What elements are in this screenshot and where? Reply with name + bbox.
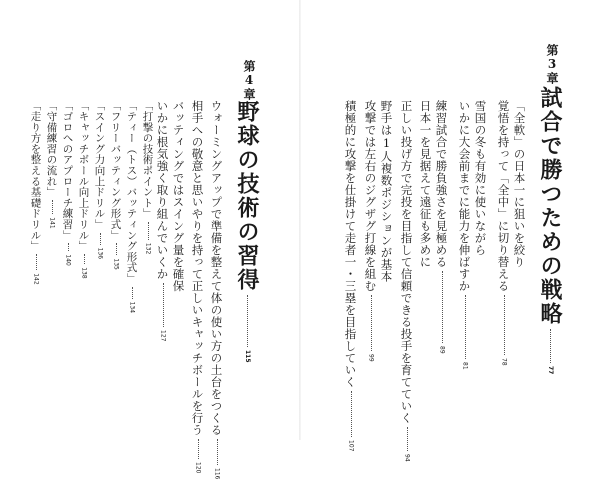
toc-entry-text: 覚悟を持って「全中」に切り替える: [496, 100, 511, 292]
toc-entry: 「全軟」の日本一に狙いを絞り: [512, 100, 527, 268]
leader-dots: [162, 283, 164, 327]
page-number: 99: [367, 354, 375, 362]
leader-dots: [147, 222, 149, 240]
drill-entry: [142, 100, 153, 254]
chapter-4-title: [236, 100, 258, 363]
leader-dots: [503, 295, 505, 355]
leader-dots: [99, 233, 101, 245]
leader-dots: [246, 295, 248, 347]
page-number: 107: [347, 440, 355, 452]
leader-dots: [35, 254, 37, 270]
toc-entry-text: いかに根気強く取り組んでいくか: [155, 100, 170, 280]
drill-text: 「ゴロへのアプローチ練習」: [61, 100, 74, 241]
drill-text: 「フリーバッティング形式」: [109, 100, 122, 241]
toc-entry-text: 正しい投げ方で完投を目指して信頼できる投手を育てていく: [399, 100, 414, 424]
page-number: 136: [96, 247, 104, 260]
drill-text: 「ティー（トス）バッティング形式」: [125, 100, 138, 284]
leader-dots: [67, 243, 69, 251]
page-number: 94: [403, 454, 411, 462]
toc-entry-text: いかに大会前までに能力を伸ばすか: [457, 100, 472, 292]
toc-entry: [191, 100, 203, 473]
chapter-3-title: [539, 86, 561, 374]
drill-entry: [30, 100, 41, 285]
chapter-3-label: 第3章: [545, 44, 559, 85]
page-number: 134: [128, 301, 136, 314]
page-number: 81: [461, 362, 469, 370]
page-number: 120: [194, 462, 202, 474]
leader-dots: [115, 243, 117, 255]
toc-entry: 日本一を見据えて遠征も多めに: [418, 100, 433, 268]
drill-entry: [46, 100, 57, 229]
toc-entry-text: ウォーミングアップで準備を整えて体の使い方の土台をつくる: [209, 100, 224, 436]
drill-entry: [126, 100, 137, 313]
page-number: 116: [213, 468, 221, 479]
page-number: 77: [547, 366, 554, 375]
drill-entry: [78, 100, 89, 279]
drill-text: 「守備練習の流れ」: [45, 100, 58, 198]
toc-entry-cont: [156, 100, 168, 341]
leader-dots: [350, 391, 352, 437]
toc-entry-cont: [458, 100, 470, 370]
page-number: 115: [244, 350, 251, 363]
drill-text: 「スイング力向上ドリル」: [93, 100, 106, 230]
page-number: 138: [80, 267, 88, 279]
leader-dots: [441, 271, 443, 343]
chapter-3-title-text: 試合で勝つための戦略: [537, 86, 563, 326]
toc-entry: [400, 100, 412, 462]
toc-entry-text: 相手への敬意と思いやりを持って正しいキャッチボールを行う: [190, 100, 205, 436]
toc-entry-text: 練習試合で勝負強さを見極める: [434, 100, 449, 268]
toc-entry: [210, 100, 222, 479]
drill-text: 「走り方を整える基礎ドリル」: [29, 100, 42, 252]
toc-entry-cont: [364, 100, 376, 362]
toc-entry-text: 攻撃では左右のジグザグ打線を組む: [363, 100, 378, 292]
leader-dots: [51, 200, 53, 214]
drill-entry: [62, 100, 73, 266]
page-number: 141: [48, 217, 56, 229]
chapter-4-label: 第4章: [242, 60, 256, 101]
page-number: 127: [159, 330, 167, 342]
toc-entry-cont: [497, 100, 509, 366]
toc-entry: [435, 100, 447, 354]
drill-text: 「キャッチボール向上ドリル」: [77, 100, 90, 252]
chapter-4-title-text: 野球の技術の習得: [234, 100, 260, 292]
page-number: 89: [438, 346, 446, 354]
leader-dots: [83, 254, 85, 264]
leader-dots: [549, 329, 551, 363]
leader-dots: [370, 295, 372, 351]
leader-dots: [406, 427, 408, 451]
drill-entry: [94, 100, 105, 259]
page-number: 135: [112, 258, 120, 270]
toc-entry: [344, 100, 356, 451]
leader-dots: [197, 439, 199, 459]
drill-entry: [110, 100, 121, 270]
toc-entry: バッティングではスイング量を確保: [171, 100, 186, 292]
page-number: 140: [64, 254, 72, 266]
leader-dots: [216, 439, 218, 465]
drill-text: 「打撃の技術ポイント」: [141, 100, 154, 219]
page-number: 142: [32, 273, 40, 285]
book-gutter: [299, 0, 301, 440]
toc-entry-text: 積極的に攻撃を仕掛けて走者一・三塁を目指していく: [343, 100, 358, 388]
toc-entry: 雪国の冬も有効に使いながら: [473, 100, 488, 256]
leader-dots: [464, 295, 466, 359]
toc-entry: 野手は1人複数ポジションが基本: [379, 100, 394, 283]
leader-dots: [131, 287, 133, 299]
page-number: 132: [144, 242, 152, 255]
page-number: 78: [500, 358, 508, 366]
